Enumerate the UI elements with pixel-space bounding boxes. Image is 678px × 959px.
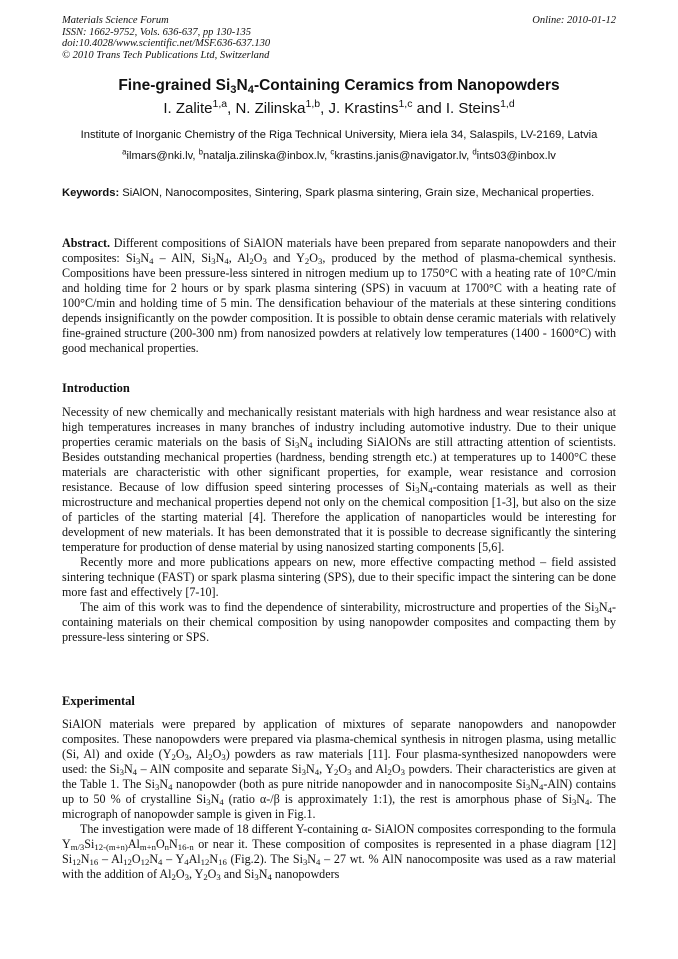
email-list [0,147,678,162]
email[interactable]: $^d$ints03@inbox.lv [472,147,556,162]
introduction-body [62,405,616,645]
intro-paragraph: The aim of this work was to find the dependence of sinterability, microstructure and properties of the $Si_3N_4$-containing materials on their chemical composition by using nanopowder composites and compacting them by pressure-less sintering or SPS. [62,600,616,644]
abstract-text: Different compositions of SiAlON materials have been prepared from separate nanopowders and their composites: $Si_3N_4$ – AlN, $Si_3N_4$, $Al_2O_3$ and $Y_2O_3$, produced by the method of plasma-chemical synthesis. Compositions have been pressure-less sintered in nitrogen medium up to 1750°C with a heating rate of 10°C/min and holding time for 2 hours or by spark plasma sintering (SPS) in vacuum at 1700°C with a heating rate of 100°C/min and holding time of 5 min. The densification behaviour of the materials at these sintering conditions depends insignificantly on the powder composition. It is possible to obtain dense ceramic materials with relatively fine-grained structure (200-300 nm) from nanosized powders at relatively low temperatures (1400 - 1600°C) with good mechanical properties. [62,236,617,355]
experimental-paragraph: The investigation were made of 18 different Y-containing α- SiAlON composites corresponding to the formula $Y_{m/3}Si_{12-(m+n)}Al_{m+n}O_nN_{16-n}$ or near it. These composition of composites is represented in a phase diagram [12] $Si_{12}N_{16} - Al_{12}O_{12}N_4 - Y_4Al_{12}N_{16}$ (Fig.2). The $Si_3N_4 - 27$ wt. % AlN nanocomposite was used as a raw material with the addition of $Al_2O_3$, $Y_2O_3$ and $Si_3N_4$ nanopowders [62,822,616,883]
author: I. Zalite$^{1,a}$, [163,98,236,117]
intro-paragraph: Necessity of new chemically and mechanically resistant materials with high hardness and wear resistance also at high temperatures increases in many branches of industry including automotive industry. Due to their unique properties ceramic materials on the basis of $Si_3N_4$ including SiAlONs are still attracting attention of scientists. Besides outstanding mechanical properties (hardness, bending strength etc.) at temperatures up to 1400°C these materials are characteristic with other significant properties, for example, wear resistance and corrosion resistance. Because of low diffusion speed sintering processes of $Si_3N_4$-containg materials as well as their microstructure and mechanical properties depend not only on the chemical composition [1-3], but also on the size of particles of the starting material [4]. Therefore the application of nanoparticles would be interesting for development of new materials. It has been demonstrated that it is possible to decrease significantly the sintering temperature for production of dense material by using nanosized starting components [5,6]. [62,405,617,554]
author: I. Steins$^{1,d}$ [445,98,515,117]
author: J. Krastins$^{1,c}$ and [328,98,446,117]
experimental-body [62,717,616,882]
section-heading-experimental: Experimental [62,694,135,708]
email[interactable]: $^b$natalja.zilinska@inbox.lv, [198,147,331,162]
experimental-paragraph: SiAlON materials were prepared by application of mixtures of separate nanopowders and nanopowder composites. These nanopowders were prepared via plasma-chemical synthesis in nitrogen plasma, using metallic (Si, Al) and oxide ($Y_2O_3$, $Al_2O_3$) powders as raw materials [11]. Four plasma-synthesized nanopowders were used: the $Si_3N_4$ – AlN composite and separate $Si_3N_4$, $Y_2O_3$ and $Al_2O_3$ powders. Their characteristics are given at the Table 1. The $Si_3N_4$ nanopowder (both as pure nitride nanopowder and in nanocomposite $Si_3N_4-AlN$) contains up to 50 % of crystalline $Si_3N_4$ (ratio α-/β is approximately 1:1), the rest is amorphous phase of $Si_3N_4$. The micrograph of nanopowder sample is given in Fig.1. [62,717,617,821]
paper-title: Fine-grained $Si_3N_4$-Containing Ceramics from Nanopowders [118,77,560,96]
abstract-label: Abstract. [62,236,111,250]
keywords [62,186,616,200]
issn-line: ISSN: 1662-9752, Vols. 636-637, pp 130-135 [62,26,251,38]
doi-line[interactable]: doi:10.4028/www.scientific.net/MSF.636-637.130 [62,38,271,49]
author-list [0,100,678,117]
journal-header [62,15,270,61]
intro-paragraph: Recently more and more publications appears on new, more effective compacting method – field assisted sintering technique (FAST) or spark plasma sintering (SPS), due to their specific impact the sintering can be done more fast and effectively [7-10]. [62,555,616,599]
copyright-line: © 2010 Trans Tech Publications Ltd, Switzerland [62,49,270,61]
institution-affiliation: Institute of Inorganic Chemistry of the Riga Technical University, Miera iela 34, Salaspils, LV-2169, Latvia [80,129,598,141]
keywords-text: SiAlON, Nanocomposites, Sintering, Spark plasma sintering, Grain size, Mechanical properties. [119,187,595,199]
email[interactable]: $^c$krastins.janis@navigator.lv, [330,147,473,162]
keywords-label: Keywords: [62,187,120,199]
author: N. Zilinska$^{1,b}$, [235,98,329,117]
email[interactable]: $^a$ilmars@nki.lv, [122,147,199,162]
online-date: Online: 2010-01-12 [532,15,616,26]
section-heading-introduction: Introduction [62,381,130,395]
abstract [62,236,616,356]
journal-name: Materials Science Forum [62,15,169,26]
